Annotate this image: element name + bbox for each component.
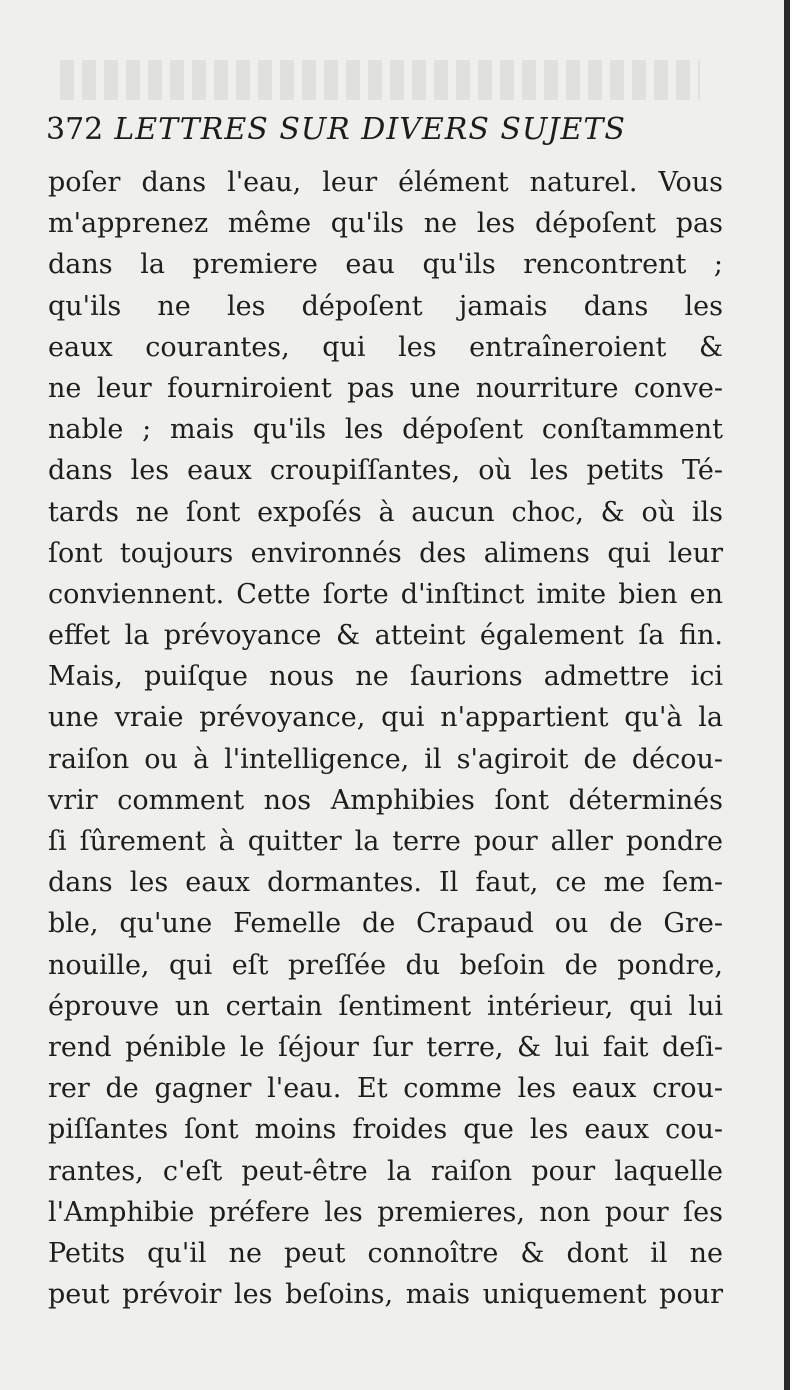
- text-line: l'Amphibie préfere les premieres, non pour ſes: [48, 1196, 723, 1228]
- text-line: ſont toujours environnés des alimens qui leur: [48, 537, 723, 569]
- show-through-text: [60, 60, 700, 100]
- text-line: qu'ils ne les dépoſent jamais dans les: [48, 290, 723, 322]
- body-text: [48, 162, 723, 1315]
- running-title: LETTRES SUR DIVERS SUJETS: [114, 112, 626, 147]
- text-line: ſi ſûrement à quitter la terre pour aller pondre: [48, 826, 723, 857]
- text-line: tards ne ſont expoſés à aucun choc, & où ils: [48, 496, 723, 528]
- page-header: [46, 112, 686, 162]
- text-line: Mais, puiſque nous ne ſaurions admettre ici: [48, 661, 723, 693]
- text-line: Petits qu'il ne peut connoître & dont il ne: [48, 1237, 723, 1269]
- text-line: raiſon ou à l'intelligence, il s'agiroit de décou-: [48, 743, 723, 775]
- text-line: nable ; mais qu'ils les dépoſent conſtamment: [48, 414, 723, 446]
- page-number: 372: [46, 112, 104, 147]
- text-line: peut prévoir les beſoins, mais uniquement pour: [48, 1279, 723, 1311]
- text-line: dans les eaux croupiſſantes, où les petits Té-: [48, 455, 723, 487]
- text-line: ne leur fourniroient pas une nourriture conve-: [48, 372, 723, 404]
- text-line: rer de gagner l'eau. Et comme les eaux crou-: [48, 1073, 723, 1105]
- text-line: dans les eaux dormantes. Il faut, ce me ſem-: [48, 867, 723, 899]
- text-line: dans la premiere eau qu'ils rencontrent ;: [48, 249, 723, 281]
- text-line: piſſantes ſont moins froides que les eaux cou-: [48, 1114, 723, 1146]
- text-line: ble, qu'une Femelle de Crapaud ou de Gre-: [48, 908, 723, 940]
- text-line: rantes, c'eſt peut-être la raiſon pour laquelle: [48, 1155, 723, 1187]
- text-line: une vraie prévoyance, qui n'appartient qu'à la: [48, 702, 723, 734]
- text-line: éprouve un certain ſentiment intérieur, qui lui: [48, 990, 723, 1022]
- text-line: nouille, qui eſt preſſée du beſoin de pondre,: [48, 949, 723, 981]
- text-line: effet la prévoyance & atteint également ſa fin.: [48, 620, 723, 652]
- text-line: m'apprenez même qu'ils ne les dépoſent pas: [48, 208, 723, 240]
- text-line: eaux courantes, qui les entraîneroient &: [48, 331, 723, 363]
- text-line: poſer dans l'eau, leur élément naturel. Vous: [48, 167, 723, 198]
- text-line: rend pénible le ſéjour ſur terre, & lui fait deſi-: [48, 1031, 723, 1063]
- text-line: vrir comment nos Amphibies ſont déterminés: [48, 784, 723, 816]
- text-line: conviennent. Cette ſorte d'inſtinct imite bien en: [48, 578, 723, 610]
